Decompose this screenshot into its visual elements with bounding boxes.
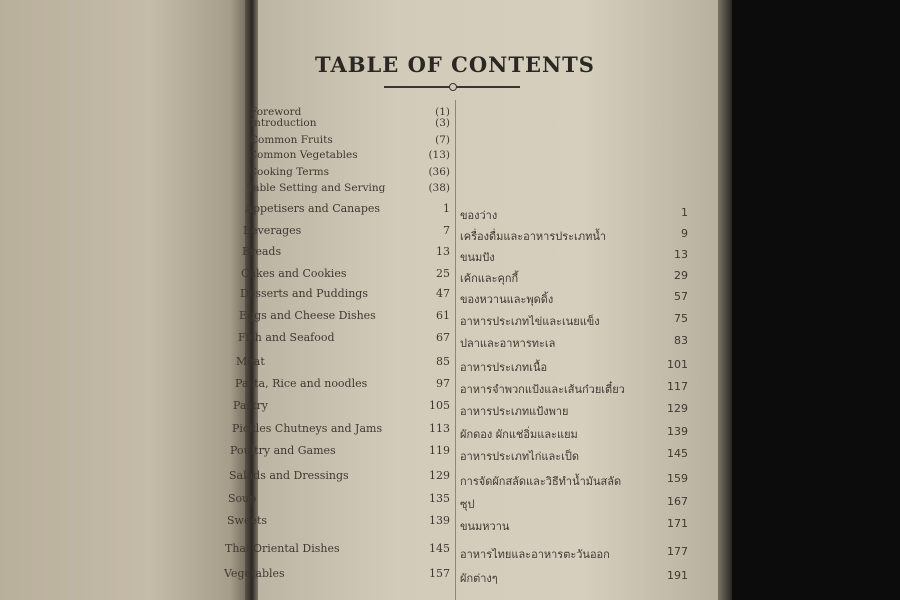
entry-title: Desserts and Puddings <box>240 287 368 300</box>
entry-page: 167 <box>667 495 688 508</box>
entry-page: 105 <box>429 399 450 412</box>
entry-title: เครื่องดื่มและอาหารประเภทน้ำ <box>460 230 607 243</box>
toc-entry <box>460 545 688 559</box>
entry-title: Introduction <box>250 117 317 129</box>
entry-title: Pasta, Rice and noodles <box>235 377 368 390</box>
entry-page: (1) <box>435 106 450 118</box>
toc-entry <box>460 227 688 241</box>
entry-page: 139 <box>667 425 688 438</box>
toc-entry <box>228 492 450 506</box>
entry-page: 159 <box>667 472 688 485</box>
toc-entry <box>225 542 450 556</box>
entry-title: อาหารไทยและอาหารตะวันออก <box>460 548 610 561</box>
entry-title: Poultry and Games <box>230 444 336 457</box>
page-title: TABLE OF CONTENTS <box>315 52 595 77</box>
entry-title: ขนมหวาน <box>460 520 510 533</box>
entry-title: Appetisers and Canapes <box>245 202 381 215</box>
entry-page: 29 <box>674 269 688 282</box>
entry-page: (7) <box>435 134 450 146</box>
entry-page: 61 <box>436 309 450 322</box>
toc-entry <box>236 355 450 369</box>
entry-title: ผักดอง ผักแช่อิ่มและแยม <box>460 428 578 441</box>
entry-page: 1 <box>681 206 688 219</box>
toc-entry <box>460 334 688 348</box>
entry-title: Foreword <box>250 106 302 118</box>
entry-title: Meat <box>236 355 265 368</box>
entry-title: Sweets <box>227 514 268 527</box>
entry-page: (13) <box>428 149 450 161</box>
entry-page: 97 <box>436 377 450 390</box>
entry-title: Cooking Terms <box>249 166 329 178</box>
toc-entry <box>240 287 450 301</box>
toc-entry <box>460 447 688 461</box>
toc-entry <box>460 569 688 583</box>
entry-page: 1 <box>443 202 450 215</box>
entry-page: 119 <box>429 444 450 457</box>
entry-title: Common Fruits <box>250 134 333 146</box>
toc-entry <box>245 202 450 216</box>
toc-entry <box>227 514 450 528</box>
entry-page: 47 <box>436 287 450 300</box>
entry-page: 117 <box>667 380 688 393</box>
toc-entry <box>460 425 688 439</box>
entry-page: 129 <box>667 402 688 415</box>
toc-entry <box>241 267 450 281</box>
toc-entry <box>224 567 450 581</box>
toc-entry <box>239 309 450 323</box>
column-divider <box>455 100 456 600</box>
toc-entry <box>460 248 688 262</box>
entry-page: 157 <box>429 567 450 580</box>
toc-entry <box>249 149 450 163</box>
entry-title: Cakes and Cookies <box>241 267 347 280</box>
entry-title: การจัดผักสลัดและวิธีทำน้ำมันสลัด <box>460 475 622 488</box>
entry-title: อาหารประเภทไข่และเนยแข็ง <box>460 315 600 328</box>
entry-page: (36) <box>428 166 450 178</box>
entry-page: 129 <box>429 469 450 482</box>
toc-entry <box>229 469 450 483</box>
entry-page: 101 <box>667 358 688 371</box>
entry-title: Pastry <box>233 399 269 412</box>
entry-page: 113 <box>429 422 450 435</box>
toc-entry <box>250 134 450 148</box>
entry-title: Breads <box>242 245 282 258</box>
entry-page: 9 <box>681 227 688 240</box>
entry-page: 7 <box>443 224 450 237</box>
entry-title: เค้กและคุกกี้ <box>460 272 519 285</box>
entry-title: ผักต่างๆ <box>460 572 498 585</box>
entry-page: 139 <box>429 514 450 527</box>
entry-title: อาหารประเภทแป้งพาย <box>460 405 569 418</box>
toc-entry <box>233 399 450 413</box>
entry-page: 177 <box>667 545 688 558</box>
entry-page: (38) <box>428 182 450 194</box>
toc-entry <box>460 312 688 326</box>
entry-title: อาหารประเภทเนื้อ <box>460 361 548 374</box>
page-edge <box>718 0 732 600</box>
toc-entry <box>250 117 450 131</box>
entry-title: ซุป <box>460 498 475 511</box>
entry-title: อาหารจำพวกแป้งและเส้นก๋วยเตี๋ยว <box>460 383 625 396</box>
entry-title: ปลาและอาหารทะเล <box>460 337 556 350</box>
entry-page: 67 <box>436 331 450 344</box>
toc-entry <box>460 402 688 416</box>
entry-title: Table Setting and Serving <box>247 182 386 194</box>
entry-page: 135 <box>429 492 450 505</box>
entry-title: ขนมปัง <box>460 251 495 264</box>
entry-title: ของหวานและพุดดิ้ง <box>460 293 554 306</box>
entry-title: อาหารประเภทไก่และเป็ด <box>460 450 579 463</box>
entry-title: Eggs and Cheese Dishes <box>239 309 376 322</box>
toc-entry <box>460 495 688 509</box>
entry-page: 145 <box>429 542 450 555</box>
entry-page: 57 <box>674 290 688 303</box>
toc-entry <box>235 377 450 391</box>
toc-entry <box>238 331 450 345</box>
entry-title: Pickles Chutneys and Jams <box>232 422 383 435</box>
toc-entry <box>460 517 688 531</box>
toc-entry <box>242 245 450 259</box>
toc-entry <box>460 472 688 486</box>
left-page <box>0 0 250 600</box>
toc-entry <box>460 269 688 283</box>
entry-page: 171 <box>667 517 688 530</box>
toc-entry <box>230 444 450 458</box>
entry-page: 191 <box>667 569 688 582</box>
toc-entry <box>243 224 450 238</box>
entry-title: Thai Oriental Dishes <box>225 542 340 555</box>
toc-entry <box>460 206 688 220</box>
entry-page: 25 <box>436 267 450 280</box>
entry-title: Common Vegetables <box>249 149 358 161</box>
entry-page: 75 <box>674 312 688 325</box>
entry-page: 83 <box>674 334 688 347</box>
toc-entry <box>460 380 688 394</box>
entry-title: ของว่าง <box>460 209 498 222</box>
entry-title: Vegetables <box>224 567 285 580</box>
entry-page: (3) <box>435 117 450 129</box>
entry-title: Salads and Dressings <box>229 469 349 482</box>
entry-title: Beverages <box>243 224 302 237</box>
toc-entry <box>249 166 450 180</box>
entry-page: 13 <box>674 248 688 261</box>
toc-entry <box>232 422 450 436</box>
toc-entry <box>460 358 688 372</box>
entry-page: 13 <box>436 245 450 258</box>
entry-page: 85 <box>436 355 450 368</box>
toc-entry <box>247 182 450 196</box>
toc-entry <box>460 290 688 304</box>
entry-title: Soup <box>228 492 257 505</box>
entry-page: 145 <box>667 447 688 460</box>
title-ornament <box>449 83 457 91</box>
entry-title: Fish and Seafood <box>238 331 335 344</box>
